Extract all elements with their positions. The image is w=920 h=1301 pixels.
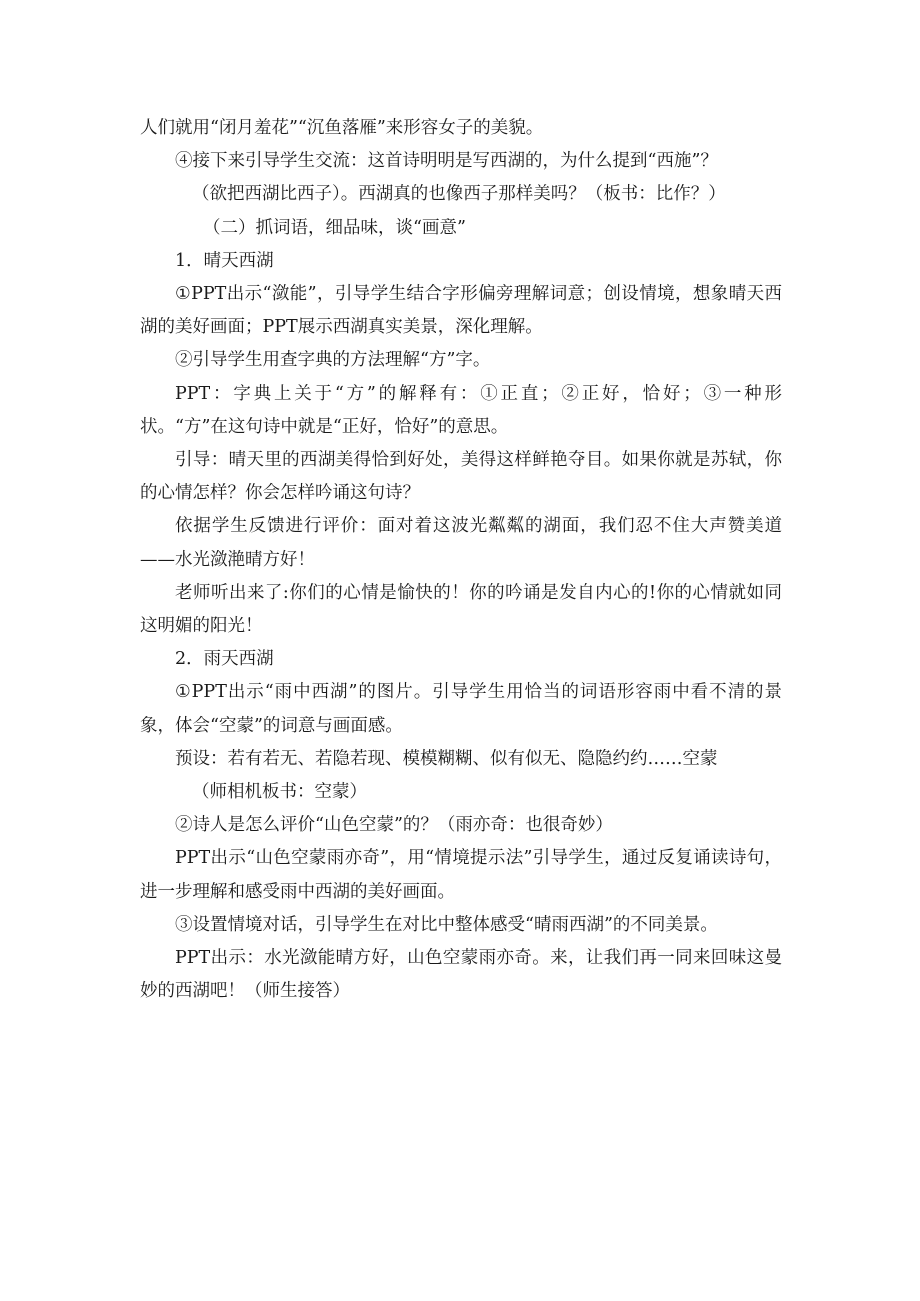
paragraph-11: 老师听出来了:你们的心情是愉快的！你的吟诵是发自内心的!你的心情就如同这明媚的阳光！ bbox=[140, 582, 782, 637]
paragraph-7: ②引导学生用查字典的方法理解“方”字。 bbox=[175, 350, 491, 371]
section-heading-2: （二）抓词语，细品味，谈“画意” bbox=[203, 217, 466, 238]
paragraph-6: ①PPT出示“潋能”，引导学生结合字形偏旁理解词意；创设情境，想象晴天西湖的美好画面；PPT展示西湖真实美景，深化理解。 bbox=[140, 284, 782, 338]
paragraph-8: PPT：字典上关于“方”的解释有：①正直；②正好，恰好；③一种形状。“方”在这句诗中就是“正好，恰好”的意思。 bbox=[140, 383, 782, 437]
paragraph-9: 引导：晴天里的西湖美得恰到好处，美得这样鲜艳夺目。如果你就是苏轼，你的心情怎样？你会怎样吟诵这句诗？ bbox=[140, 450, 782, 504]
paragraph-3: （欲把西湖比西子）。西湖真的也像西子那样美吗？（板书：比作？） bbox=[192, 184, 726, 205]
paragraph-16: ②诗人是怎么评价“山色空蒙”的？（雨亦奇：也很奇妙） bbox=[175, 815, 613, 836]
subheading-rainy-lake: 2．雨天西湖 bbox=[175, 649, 274, 670]
paragraph-19: PPT出示：水光潋能晴方好，山色空蒙雨亦奇。来，让我们再一同来回味这曼妙的西湖吧！（师生接答） bbox=[140, 948, 782, 1002]
paragraph-14: 预设：若有若无、若隐若现、模模糊糊、似有似无、隐隐约约……空蒙 bbox=[175, 748, 718, 769]
paragraph-15: （师相机板书：空蒙） bbox=[192, 782, 367, 803]
paragraph-18: ③设置情境对话，引导学生在对比中整体感受“晴雨西湖”的不同美景。 bbox=[175, 914, 718, 935]
paragraph-10: 依据学生反馈进行评价：面对着这波光粼粼的湖面，我们忍不住大声赞美道——水光潋滟晴方好！ bbox=[140, 516, 782, 570]
paragraph-1: 人们就用“闭月羞花”“沉鱼落雁”来形容女子的美貌。 bbox=[140, 118, 544, 138]
subheading-sunny-lake: 1．晴天西湖 bbox=[175, 250, 274, 271]
paragraph-13: ①PPT出示“雨中西湖”的图片。引导学生用恰当的词语形容雨中看不清的景象，体会“空蒙”的词意与画面感。 bbox=[140, 682, 782, 736]
paragraph-2: ④接下来引导学生交流：这首诗明明是写西湖的，为什么提到“西施”？ bbox=[175, 151, 718, 172]
paragraph-17: PPT出示“山色空蒙雨亦奇”，用“情境提示法”引导学生，通过反复诵读诗句，进一步理解和感受雨中西湖的美好画面。 bbox=[140, 848, 782, 902]
body-text bbox=[140, 112, 782, 1008]
